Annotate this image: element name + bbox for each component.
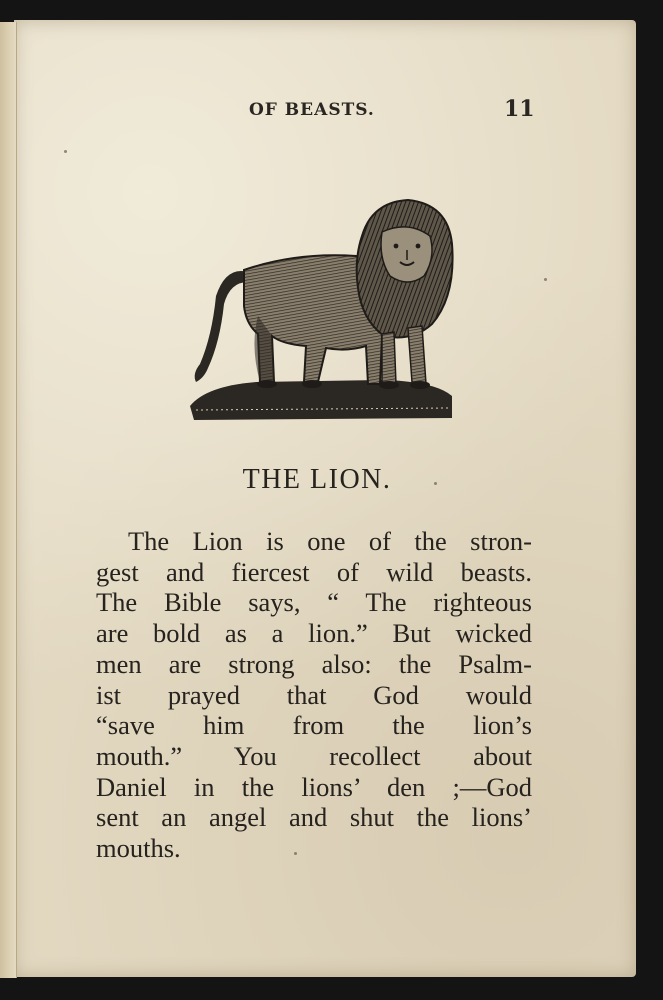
paper-speck	[294, 852, 297, 855]
paper-speck	[544, 278, 547, 281]
page-number: 11	[504, 96, 535, 122]
text-line: are bold as a lion.” But wicked	[96, 618, 532, 649]
page-sheet	[14, 20, 636, 977]
text-line: sent an angel and shut the lions’	[96, 802, 532, 833]
book-gutter	[0, 22, 17, 978]
text-line: gest and fiercest of wild beasts.	[96, 556, 532, 587]
text-line: men are strong also: the Psalm-	[96, 648, 532, 679]
text-line: ist prayed that God would	[96, 679, 532, 710]
text-line: Daniel in the lions’ den ;—God	[96, 771, 532, 802]
lion-woodcut-icon	[186, 196, 456, 424]
section-heading: THE LION.	[242, 464, 392, 495]
paper-speck	[434, 482, 437, 485]
text-line: The Lion is one of the stron-	[128, 526, 532, 556]
paper-speck	[64, 150, 67, 153]
text-line: The Bible says, “ The righteous	[96, 587, 532, 618]
running-head: OF BEASTS.	[249, 100, 375, 120]
text-line: mouth.” You recollect about	[96, 740, 532, 771]
text-line: “save him from the lion’s	[96, 710, 532, 741]
body-paragraph	[96, 526, 532, 864]
text-line: mouths.	[96, 833, 181, 864]
